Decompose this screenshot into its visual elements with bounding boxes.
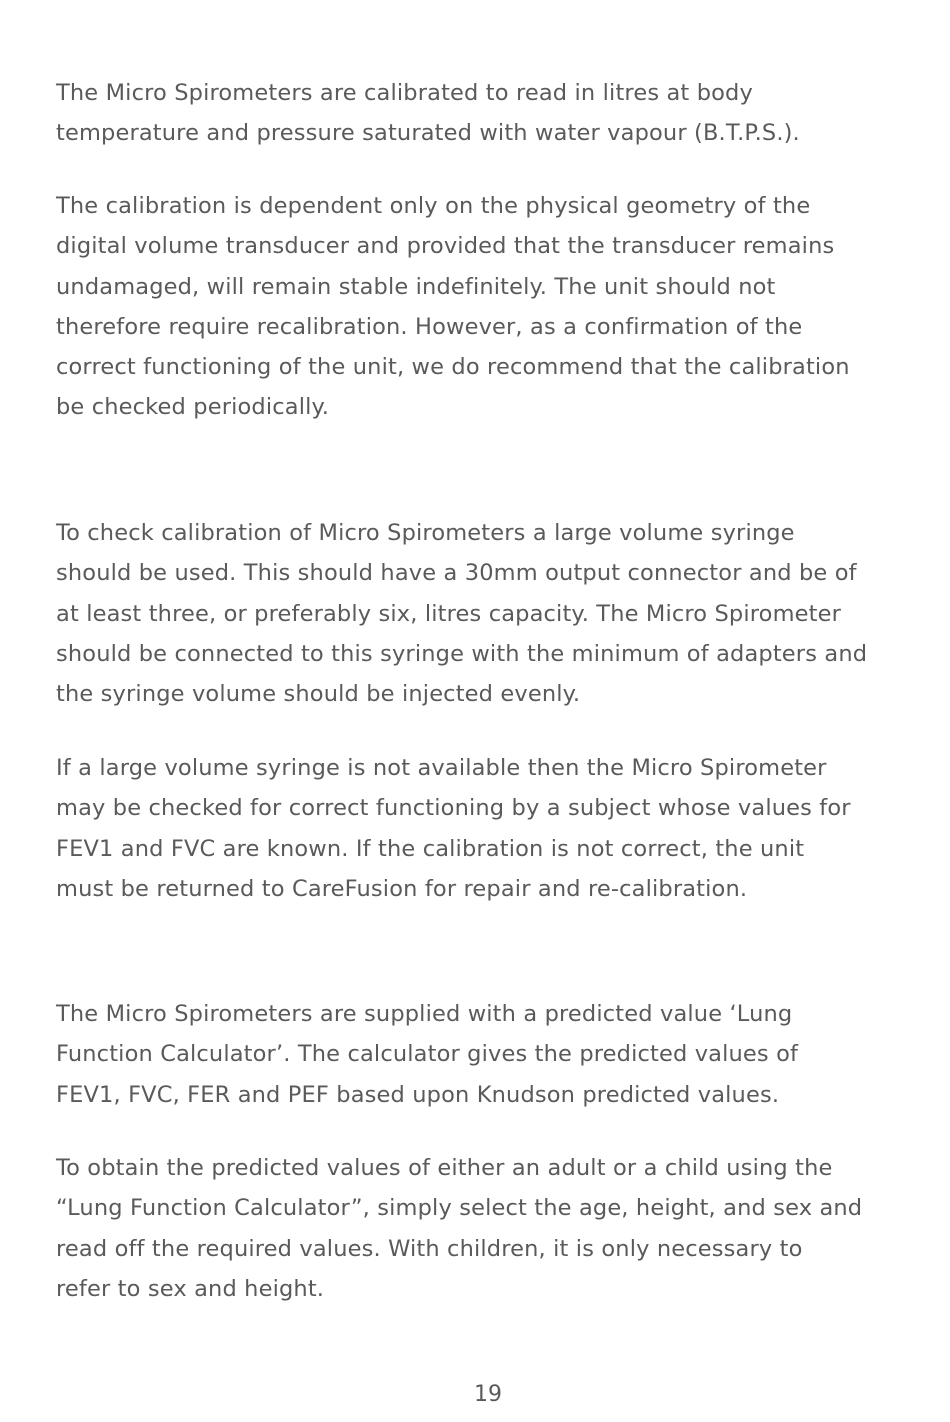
text-line: The Micro Spirometers are calibrated to read in litres at body bbox=[56, 80, 753, 106]
text-line: temperature and pressure saturated with water vapour (B.T.P.S.). bbox=[56, 120, 800, 147]
page-number: 19 bbox=[474, 1382, 502, 1407]
text-line: digital volume transducer and provided that the transducer remains bbox=[56, 233, 835, 260]
text-line: FEV1 and FVC are known. If the calibration is not correct, the unit bbox=[56, 835, 805, 862]
text-line: should be connected to this syringe with the minimum of adapters and bbox=[56, 640, 868, 667]
text-line: The Micro Spirometers are supplied with a predicted value ‘Lung bbox=[56, 1001, 793, 1027]
text-line: at least three, or preferably six, litres capacity. The Micro Spirometer bbox=[56, 600, 842, 627]
text-line: be checked periodically. bbox=[56, 394, 330, 421]
text-line: should be used. This should have a 30mm output connector and be of bbox=[56, 560, 857, 587]
text-line: “Lung Function Calculator”, simply select the age, height, and sex and bbox=[56, 1195, 863, 1222]
text-line: Function Calculator’. The calculator gives the predicted values of bbox=[56, 1041, 799, 1068]
paragraph-syringe-check bbox=[56, 513, 936, 714]
paragraph-predicted-values bbox=[56, 1148, 936, 1309]
text-line: read off the required values. With children, it is only necessary to bbox=[56, 1235, 803, 1262]
text-line: the syringe volume should be injected evenly. bbox=[56, 681, 581, 708]
text-line: The calibration is dependent only on the physical geometry of the bbox=[56, 193, 811, 219]
text-line: correct functioning of the unit, we do recommend that the calibration bbox=[56, 354, 850, 381]
text-line: may be checked for correct functioning by a subject whose values for bbox=[56, 795, 851, 822]
text-line: To check calibration of Micro Spirometers a large volume syringe bbox=[56, 520, 795, 546]
paragraph-lung-function-calculator bbox=[56, 994, 936, 1115]
paragraph-calibration-stability bbox=[56, 186, 936, 428]
text-line: must be returned to CareFusion for repair and re-calibration. bbox=[56, 875, 748, 902]
paragraph-subject-check bbox=[56, 748, 936, 909]
paragraph-calibration-units bbox=[56, 73, 936, 154]
text-line: To obtain the predicted values of either an adult or a child using the bbox=[56, 1155, 833, 1181]
text-line: undamaged, will remain stable indefinitely. The unit should not bbox=[56, 273, 776, 300]
text-line: therefore require recalibration. However, as a confirmation of the bbox=[56, 313, 803, 340]
text-line: refer to sex and height. bbox=[56, 1275, 325, 1302]
text-line: FEV1, FVC, FER and PEF based upon Knudson predicted values. bbox=[56, 1081, 780, 1108]
text-line: If a large volume syringe is not available then the Micro Spirometer bbox=[56, 755, 827, 781]
